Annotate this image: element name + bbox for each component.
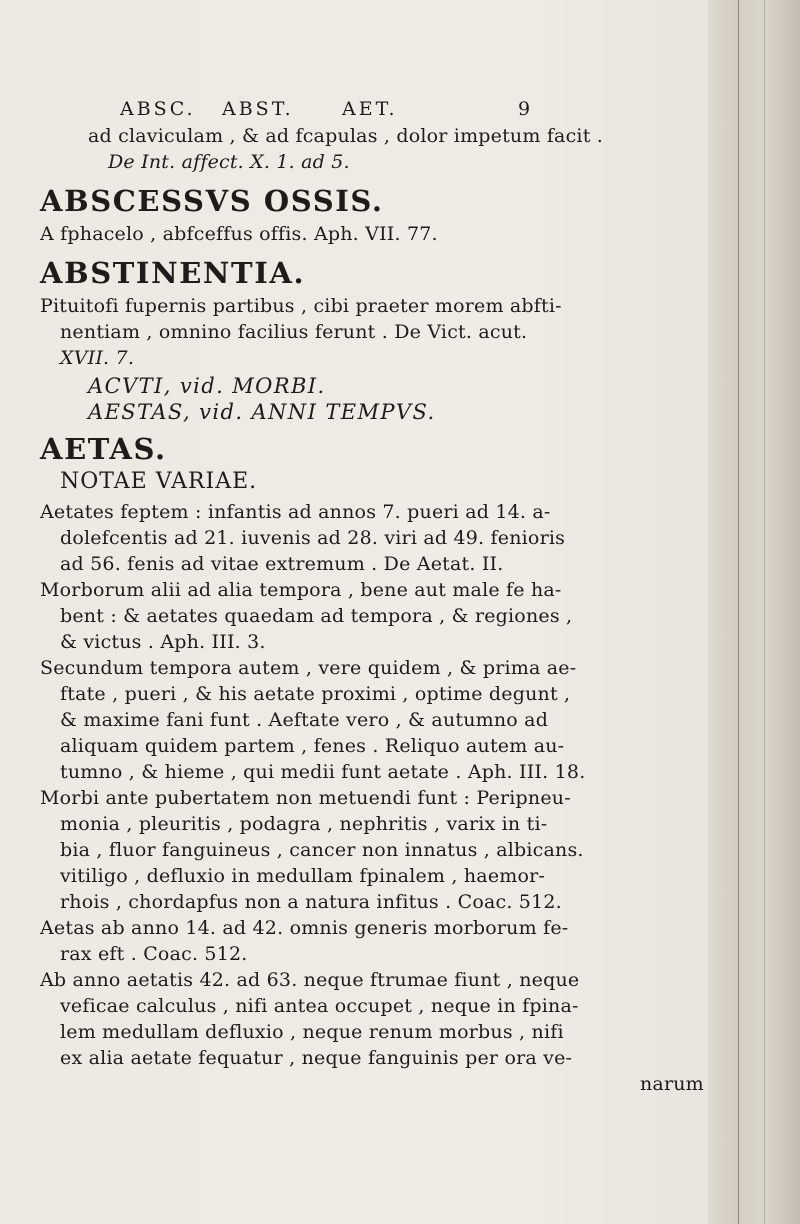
page-gutter [708, 0, 800, 1224]
text-line: ad 56. fenis ad vitae extremum . De Aetat. II. [60, 553, 504, 575]
text-line: & maxime fani funt . Aeftate vero , & autumno ad [60, 709, 549, 731]
citation-line: De Int. affect. X. 1. ad 5. [108, 151, 350, 173]
text-line: Morbi ante pubertatem non metuendi funt : Peripneu- [40, 787, 571, 809]
text-line: rax eft . Coac. 512. [60, 943, 248, 965]
text-line: aliquam quidem partem , fenes . Reliquo autem au- [60, 735, 565, 757]
text-line: Aetates feptem : infantis ad annos 7. pueri ad 14. a- [40, 501, 551, 523]
entry-heading: ABSTINENTIA. [40, 256, 306, 290]
text-line: bia , fluor fanguineus , cancer non innatus , albicans. [60, 839, 584, 861]
text-line: A fphacelo , abfceffus offis. Aph. VII. 77. [40, 223, 438, 245]
text-line: lem medullam defluxio , neque renum morbus , nifi [60, 1021, 564, 1043]
running-head-right: AET. [342, 98, 398, 120]
text-line: Morborum alii ad alia tempora , bene aut male fe ha- [40, 579, 562, 601]
text-line: Pituitofi fupernis partibus , cibi praeter morem abfti- [40, 295, 562, 317]
text-line: ad claviculam , & ad fcapulas , dolor impetum facit . [88, 125, 604, 147]
citation-line: XVII. 7. [60, 347, 135, 369]
text-line: Secundum tempora autem , vere quidem , & prima ae- [40, 657, 577, 679]
text-line: dolefcentis ad 21. iuvenis ad 28. viri ad 49. fenioris [60, 527, 566, 549]
text-line: Ab anno aetatis 42. ad 63. neque ftrumae fiunt , neque [40, 969, 580, 991]
text-line: & victus . Aph. III. 3. [60, 631, 266, 653]
text-line: ex alia aetate fequatur , neque fanguinis per ora ve- [60, 1047, 573, 1069]
text-line: vitiligo , defluxio in medullam fpinalem , haemor- [60, 865, 546, 887]
gutter-edge-line [738, 0, 739, 1224]
text-line: nentiam , omnino facilius ferunt . De Vict. acut. [60, 321, 528, 343]
text-line: tumno , & hieme , qui medii funt aetate . Aph. III. 18. [60, 761, 586, 783]
text-line: ftate , pueri , & his aetate proximi , optime degunt , [60, 683, 571, 705]
running-head-left: ABSC. [120, 98, 196, 120]
cross-reference: AESTAS, vid. ANNI TEMPVS. [88, 400, 436, 424]
running-head-middle: ABST. [222, 98, 294, 120]
section-subheading: NOTAE VARIAE. [60, 469, 258, 494]
text-line: monia , pleuritis , podagra , nephritis , varix in ti- [60, 813, 548, 835]
gutter-edge-line [764, 0, 765, 1224]
text-line: veficae calculus , nifi antea occupet , neque in fpina- [60, 995, 579, 1017]
text-line: rhois , chordapfus non a natura infitus . Coac. 512. [60, 891, 562, 913]
text-line: bent : & aetates quaedam ad tempora , & regiones , [60, 605, 573, 627]
page-number: 9 [518, 98, 534, 120]
cross-reference: ACVTI, vid. MORBI. [88, 374, 326, 398]
entry-heading: AETAS. [40, 432, 167, 466]
text-line: Aetas ab anno 14. ad 42. omnis generis morborum fe- [40, 917, 569, 939]
catchword: narum [640, 1073, 704, 1095]
entry-heading: ABSCESSVS OSSIS. [40, 184, 384, 218]
